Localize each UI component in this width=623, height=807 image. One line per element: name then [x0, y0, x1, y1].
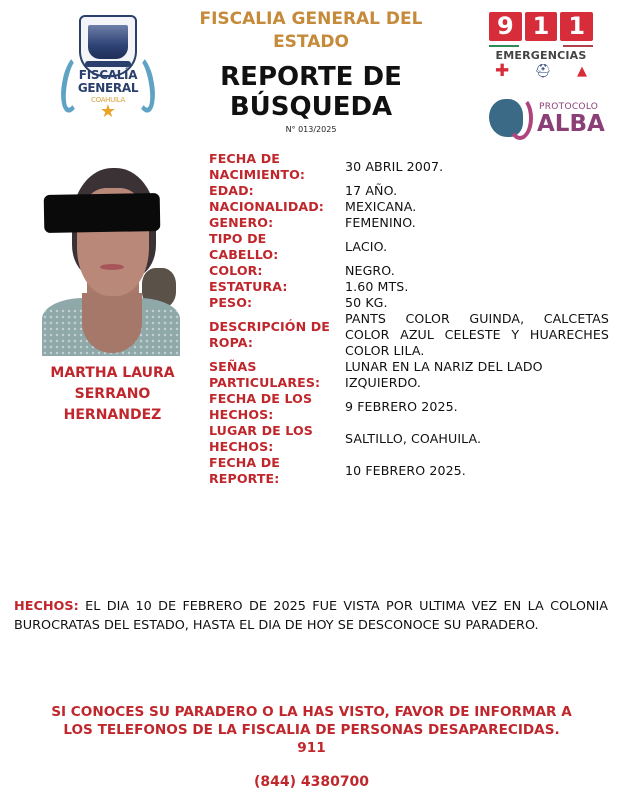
fact-label: PESO:: [209, 295, 253, 310]
fact-row-nationality: [209, 199, 609, 215]
label-line2: ROPA:: [209, 335, 253, 350]
emergencias-label: EMERGENCIAS: [495, 49, 587, 62]
logo-text-fiscalia: FISCALÍA: [78, 68, 138, 82]
fact-row-age: [209, 183, 609, 199]
fact-row-height: [209, 279, 609, 295]
fact-label: [209, 455, 345, 487]
call-to-action: [10, 703, 613, 757]
fact-value: SALTILLO, COAHUILA.: [345, 431, 482, 446]
fact-label: NACIONALIDAD:: [209, 199, 324, 214]
medical-cross-icon: ✚: [495, 61, 510, 81]
label-line1: FECHA DE: [209, 455, 280, 470]
fact-row-clothing: [209, 311, 609, 359]
cta-line2: LOS TELEFONOS DE LA FISCALIA DE PERSONAS DESAPARECIDAS.: [63, 722, 560, 738]
fact-value: MEXICANA.: [345, 199, 417, 214]
fact-value: NEGRO.: [345, 263, 395, 278]
digit-1: 1: [525, 12, 558, 41]
digit-9: 9: [489, 12, 522, 41]
fact-label: [209, 231, 345, 263]
emergency-icons: [489, 62, 593, 79]
emergencias-911-logo: [489, 12, 593, 87]
cta-emergency-number: 911: [297, 740, 326, 756]
fact-label: [209, 359, 345, 391]
fact-row-weight: [209, 295, 609, 311]
contact-phone: (844) 4380700: [253, 774, 370, 790]
label-line2: CABELLO:: [209, 247, 279, 262]
logo-text-general: GENERAL: [77, 81, 139, 95]
label-line1: DESCRIPCIÓN DE: [209, 319, 330, 334]
911-digits: [489, 12, 593, 41]
fact-value: FEMENINO.: [345, 215, 416, 230]
person-name-line2: SERRANO: [74, 386, 151, 402]
label-line2: NACIMIENTO:: [209, 167, 306, 182]
fact-value: 9 FEBRERO 2025.: [345, 399, 458, 414]
fact-value: 30 ABRIL 2007.: [345, 159, 444, 174]
report-number: N° 013/2025: [285, 125, 337, 134]
fact-value: 10 FEBRERO 2025.: [345, 463, 466, 478]
cta-line1: SI CONOCES SU PARADERO O LA HAS VISTO, FAVOR DE INFORMAR A: [51, 704, 572, 720]
alba-protocolo-text: PROTOCOLO: [539, 102, 599, 112]
alba-arc-icon: [507, 96, 533, 140]
fact-value: LUNAR EN LA NARIZ DEL LADO IZQUIERDO.: [345, 359, 543, 390]
flag-lines: [489, 45, 593, 47]
shield-banner: [85, 61, 131, 67]
person-name: [30, 363, 195, 426]
fact-value: PANTS COLOR GUINDA, CALCETAS COLOR AZUL CELESTE Y HUARECHES COLOR LILA.: [345, 311, 609, 358]
fact-label: [209, 423, 345, 455]
fact-label: COLOR:: [209, 263, 263, 278]
label-line1: LUGAR DE LOS: [209, 423, 313, 438]
photo-neckline: [82, 293, 142, 353]
fact-value: 1.60 MTS.: [345, 279, 409, 294]
digit-1b: 1: [560, 12, 593, 41]
label-line1: FECHA DE: [209, 151, 280, 166]
organization-title: FISCALIA GENERAL DEL ESTADO: [199, 9, 423, 52]
fact-value: 50 KG.: [345, 295, 388, 310]
label-line2: HECHOS:: [209, 439, 274, 454]
fact-value: 17 AÑO.: [345, 183, 398, 198]
shield-emblem: [88, 25, 128, 59]
fact-row-distinguishing-marks: [209, 359, 609, 391]
person-name-line1: MARTHA LAURA: [50, 365, 175, 381]
fact-row-event-date: [209, 391, 609, 423]
red-line: [563, 45, 593, 47]
photo-lips: [100, 264, 124, 270]
label-line2: PARTICULARES:: [209, 375, 321, 390]
protocolo-alba-logo: [487, 96, 605, 142]
alba-text: ALBA: [537, 111, 605, 137]
fact-row-gender: [209, 215, 609, 231]
person-details-table: [209, 151, 609, 487]
document-title-line2: BÚSQUEDA: [229, 92, 393, 122]
fact-label: ESTATURA:: [209, 279, 288, 294]
document-title: [180, 62, 442, 122]
fact-row-event-location: [209, 423, 609, 455]
fire-icon: ▲: [576, 64, 587, 79]
document-title-line1: REPORTE DE: [220, 62, 402, 92]
fact-value: LACIO.: [345, 239, 388, 254]
fact-label: [209, 319, 345, 351]
fact-label: [209, 151, 345, 183]
fact-row-hair-type: [209, 231, 609, 263]
hechos-text: EL DIA 10 DE FEBRERO DE 2025 FUE VISTA POR ULTIMA VEZ EN LA COLONIA BUROCRATAS DEL ESTADO, HASTA EL DIA DE HOY SE DESCONOCE SU PARADERO.: [14, 599, 608, 633]
green-line: [489, 45, 519, 47]
fact-row-birthdate: [209, 151, 609, 183]
fact-label: [209, 391, 345, 423]
hechos-label: HECHOS:: [14, 599, 79, 614]
censor-bar: [44, 193, 161, 233]
fiscalia-general-logo: [58, 15, 158, 125]
label-line2: HECHOS:: [209, 407, 274, 422]
label-line1: SEÑAS: [209, 359, 257, 374]
police-cap-icon: ⛑: [534, 64, 552, 79]
incident-description: [14, 597, 608, 635]
fact-label: GENERO:: [209, 215, 274, 230]
label-line1: TIPO DE: [209, 231, 267, 246]
label-line2: REPORTE:: [209, 471, 280, 486]
person-name-line3: HERNANDEZ: [63, 407, 162, 423]
label-line1: FECHA DE LOS: [209, 391, 313, 406]
missing-person-photo: [42, 158, 180, 356]
fact-row-color: [209, 263, 609, 279]
logo-text-coahuila: COAHUILA: [91, 96, 125, 104]
fact-label: EDAD:: [209, 183, 254, 198]
star-icon: ★: [99, 101, 117, 122]
fact-row-report-date: [209, 455, 609, 487]
